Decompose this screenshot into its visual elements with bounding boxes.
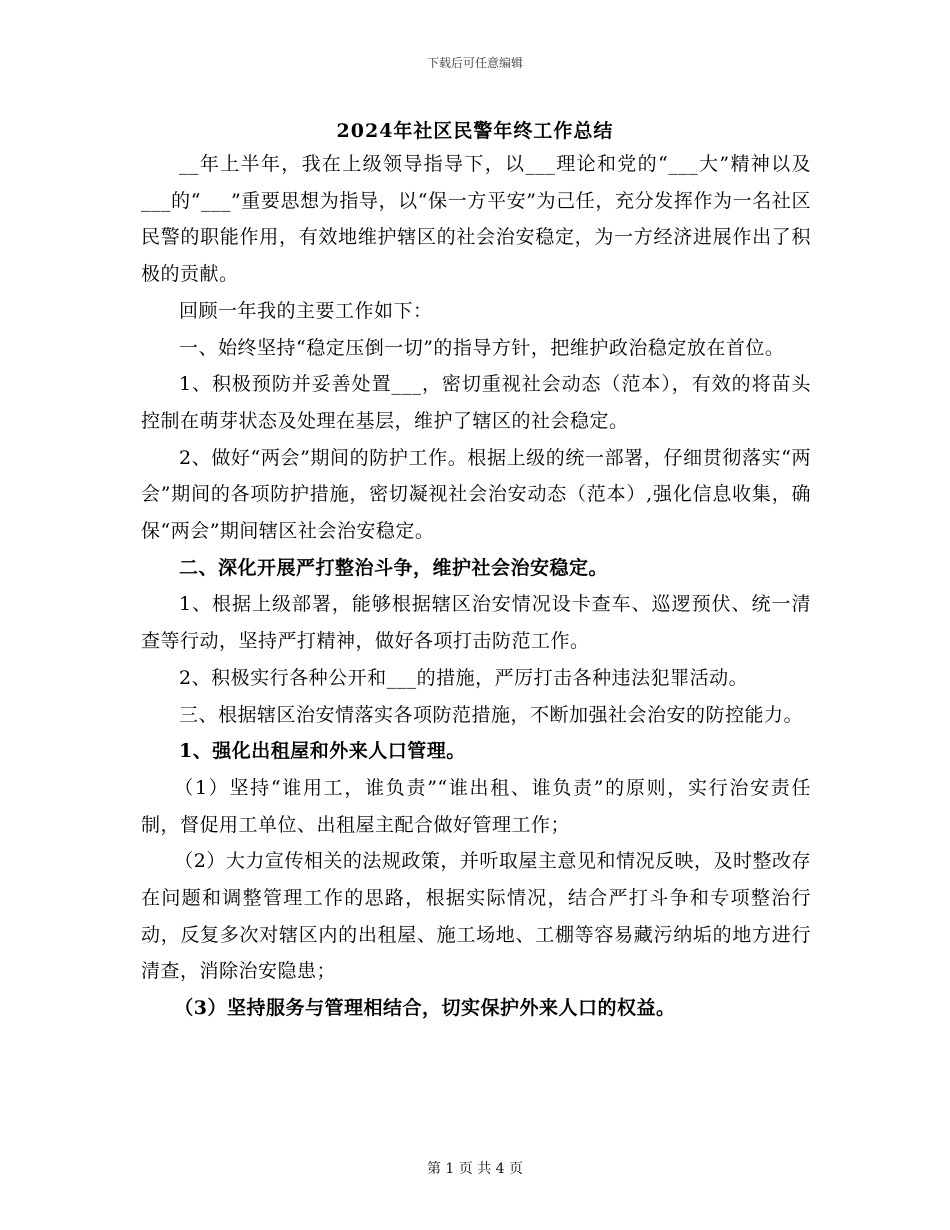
section-heading-2: 二、深化开展严打整治斗争，维护社会治安稳定。 xyxy=(179,556,609,579)
paragraph-2-1: 1、根据上级部署，能够根据辖区治安情况设卡查车、巡逻预伏、统一清查等行动，坚持严打精神，做好各项打击防范工作。 xyxy=(141,593,811,653)
section-heading-1: 一、始终坚持“稳定压倒一切”的指导方针，把维护政治稳定放在首位。 xyxy=(179,336,785,359)
paragraph-1-2: 2、做好“两会”期间的防护工作。根据上级的统一部署，仔细贯彻落实“两会”期间的各项防护措施，密切凝视社会治安动态（范本）,强化信息收集，确保“两会”期间辖区社会治安稳定。 xyxy=(141,446,811,543)
subheading-3-1: 1、强化出租屋和外来人口管理。 xyxy=(179,740,466,763)
header-note: 下载后可任意编辑 xyxy=(426,56,523,70)
paragraph-2-2: 2、积极实行各种公开和___的措施，严厉打击各种违法犯罪活动。 xyxy=(179,666,749,689)
page-number: 第 1 页 共 4 页 xyxy=(426,1161,524,1177)
paragraph-1-1: 1、积极预防并妥善处置___，密切重视社会动态（范本），有效的将苗头控制在萌芽状态及处理在基层，维护了辖区的社会稳定。 xyxy=(141,373,811,432)
paragraph-3-1-1: （1）坚持“谁用工，谁负责”“谁出租、谁负责”的原则，实行治安责任制，督促用工单位、出租屋主配合做好管理工作； xyxy=(141,776,811,836)
paragraph-review: 回顾一年我的主要工作如下： xyxy=(179,299,433,322)
paragraph-3-1-2: （2）大力宣传相关的法规政策，并听取屋主意见和情况反映，及时整改存在问题和调整管理工作的思路，根据实际情况，结合严打斗争和专项整治行动，反复多次对辖区内的出租屋、施工场地、工棚等容易藏污纳垢的地方进行清查，消除治安隐患； xyxy=(141,850,811,983)
section-heading-3: 三、根据辖区治安情落实各项防范措施，不断加强社会治安的防控能力。 xyxy=(179,703,804,726)
paragraph-intro: __年上半年，我在上级领导指导下，以___理论和党的“___大”精神以及___的“___”重要思想为指导，以“保一方平安”为己任，充分发挥作为一名社区民警的职能作用，有效地维护辖区的社会治安稳定，为一方经济进展作出了积极的贡献。 xyxy=(141,153,811,286)
paragraph-3-1-3: （3）坚持服务与管理相结合，切实保护外来人口的权益。 xyxy=(174,997,676,1020)
document-title: 2024年社区民警年终工作总结 xyxy=(336,120,614,142)
document-body xyxy=(141,146,811,1027)
